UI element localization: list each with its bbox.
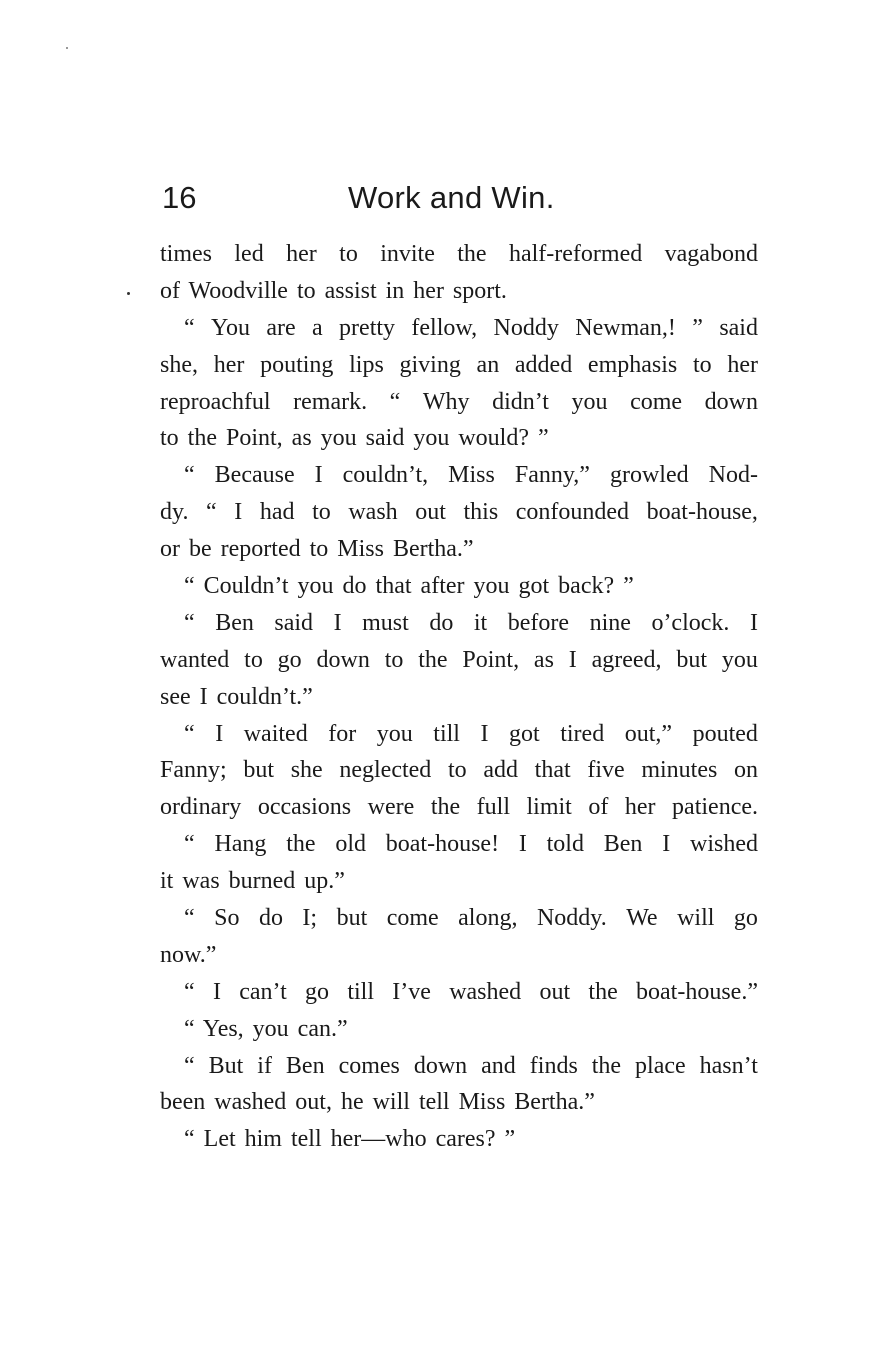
text-line: Fanny; but she neglected to add that five minutes on (160, 757, 758, 784)
text-line: now.” (160, 941, 217, 968)
text-line: of Woodville to assist in her sport. (160, 277, 507, 304)
text-line: “ I can’t go till I’ve washed out the boat-house.” (184, 978, 758, 1005)
text-line: “ Hang the old boat-house! I told Ben I wished (184, 831, 758, 858)
text-line: dy. “ I had to wash out this confounded boat-house, (160, 499, 758, 526)
text-line: “ Ben said I must do it before nine o’clock. I (184, 609, 758, 636)
margin-dot (127, 292, 130, 295)
text-line: reproachful remark. “ Why didn’t you come down (160, 388, 758, 415)
text-line: been washed out, he will tell Miss Bertha.” (160, 1089, 595, 1116)
text-line: “ Because I couldn’t, Miss Fanny,” growled Nod- (184, 462, 758, 489)
text-line: “ Couldn’t you do that after you got back? ” (184, 573, 634, 600)
text-line: “ You are a pretty fellow, Noddy Newman,! ” said (184, 314, 758, 341)
text-line: “ So do I; but come along, Noddy. We will go (184, 905, 758, 932)
running-title: Work and Win. (348, 180, 555, 215)
text-line: it was burned up.” (160, 868, 345, 895)
scan-speck (66, 47, 68, 49)
text-line: to the Point, as you said you would? ” (160, 425, 549, 452)
text-line: “ But if Ben comes down and finds the place hasn’t (184, 1052, 758, 1079)
body-text (160, 236, 758, 1158)
text-line: wanted to go down to the Point, as I agreed, but you (160, 646, 758, 673)
page-header (162, 180, 762, 224)
text-line: or be reported to Miss Bertha.” (160, 536, 474, 563)
text-line: see I couldn’t.” (160, 683, 313, 710)
text-line: “ Yes, you can.” (184, 1015, 348, 1042)
text-line: “ Let him tell her—who cares? ” (184, 1126, 516, 1153)
text-line: “ I waited for you till I got tired out,” pouted (184, 720, 758, 747)
text-line: ordinary occasions were the full limit of her patience. (160, 794, 758, 821)
page-number: 16 (162, 180, 197, 215)
text-line: times led her to invite the half-reformed vagabond (160, 241, 758, 267)
text-line: she, her pouting lips giving an added emphasis to her (160, 351, 758, 378)
